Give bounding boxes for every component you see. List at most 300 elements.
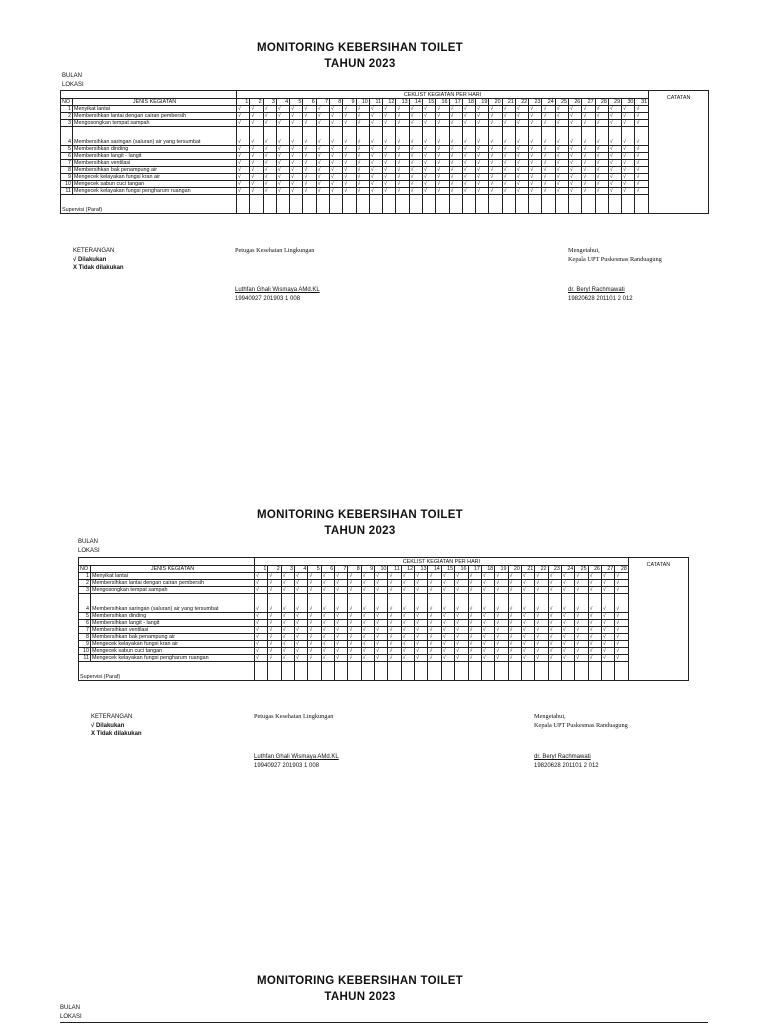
check-cell[interactable]: √	[569, 120, 582, 127]
check-cell[interactable]: √	[495, 587, 508, 594]
check-cell[interactable]: √	[383, 153, 396, 160]
check-cell[interactable]: √	[489, 106, 502, 113]
check-cell[interactable]: √	[401, 655, 414, 662]
check-cell[interactable]: √	[329, 167, 342, 174]
check-cell[interactable]: √	[401, 620, 414, 627]
paraf-cell[interactable]	[468, 662, 481, 681]
check-cell[interactable]: √	[529, 120, 542, 127]
check-cell[interactable]: √	[489, 153, 502, 160]
check-cell[interactable]: √	[608, 113, 621, 120]
check-cell[interactable]: √	[281, 587, 294, 594]
check-cell[interactable]: √	[369, 153, 382, 160]
check-cell[interactable]: √	[383, 167, 396, 174]
check-cell[interactable]: √	[468, 641, 481, 648]
check-cell[interactable]	[535, 594, 548, 607]
check-cell[interactable]: √	[281, 573, 294, 580]
check-cell[interactable]: √	[489, 146, 502, 153]
check-cell[interactable]: √	[268, 641, 281, 648]
check-cell[interactable]: √	[561, 648, 574, 655]
check-cell[interactable]: √	[263, 106, 276, 113]
check-cell[interactable]: √	[575, 587, 588, 594]
check-cell[interactable]: √	[335, 606, 348, 613]
check-cell[interactable]: √	[588, 573, 601, 580]
check-cell[interactable]: √	[481, 634, 494, 641]
check-cell[interactable]: √	[383, 120, 396, 127]
check-cell[interactable]: √	[255, 620, 268, 627]
check-cell[interactable]: √	[290, 181, 303, 188]
check-cell[interactable]: √	[588, 620, 601, 627]
check-cell[interactable]: √	[529, 106, 542, 113]
check-cell[interactable]: √	[316, 120, 329, 127]
check-cell[interactable]: √	[361, 627, 374, 634]
check-cell[interactable]: √	[441, 627, 454, 634]
check-cell[interactable]: √	[436, 174, 449, 181]
check-cell[interactable]: √	[409, 120, 422, 127]
check-cell[interactable]: √	[308, 573, 321, 580]
check-cell[interactable]	[401, 594, 414, 607]
check-cell[interactable]: √	[369, 139, 382, 146]
check-cell[interactable]	[569, 127, 582, 140]
check-cell[interactable]: √	[422, 153, 435, 160]
check-cell[interactable]: √	[383, 146, 396, 153]
check-cell[interactable]: √	[281, 641, 294, 648]
check-cell[interactable]	[375, 594, 388, 607]
check-cell[interactable]: √	[455, 627, 468, 634]
check-cell[interactable]: √	[548, 606, 561, 613]
check-cell[interactable]: √	[595, 167, 608, 174]
check-cell[interactable]: √	[455, 641, 468, 648]
check-cell[interactable]: √	[575, 655, 588, 662]
check-cell[interactable]: √	[588, 634, 601, 641]
paraf-cell[interactable]	[569, 195, 582, 214]
check-cell[interactable]: √	[255, 634, 268, 641]
check-cell[interactable]: √	[268, 573, 281, 580]
check-cell[interactable]: √	[250, 120, 263, 127]
check-cell[interactable]: √	[495, 634, 508, 641]
check-cell[interactable]: √	[455, 573, 468, 580]
check-cell[interactable]: √	[250, 181, 263, 188]
check-cell[interactable]: √	[449, 146, 462, 153]
check-cell[interactable]: √	[303, 181, 316, 188]
check-cell[interactable]: √	[422, 181, 435, 188]
check-cell[interactable]: √	[263, 113, 276, 120]
check-cell[interactable]: √	[548, 634, 561, 641]
check-cell[interactable]: √	[237, 167, 250, 174]
check-cell[interactable]: √	[369, 113, 382, 120]
check-cell[interactable]: √	[508, 613, 521, 620]
paraf-cell[interactable]	[548, 662, 561, 681]
check-cell[interactable]: √	[529, 153, 542, 160]
check-cell[interactable]: √	[615, 620, 629, 627]
check-cell[interactable]: √	[515, 188, 528, 195]
check-cell[interactable]: √	[356, 106, 369, 113]
check-cell[interactable]: √	[595, 174, 608, 181]
check-cell[interactable]: √	[303, 120, 316, 127]
check-cell[interactable]: √	[615, 587, 629, 594]
check-cell[interactable]: √	[462, 174, 475, 181]
check-cell[interactable]	[615, 594, 629, 607]
check-cell[interactable]: √	[428, 613, 441, 620]
check-cell[interactable]: √	[521, 627, 534, 634]
check-cell[interactable]: √	[428, 580, 441, 587]
check-cell[interactable]	[396, 127, 409, 140]
check-cell[interactable]: √	[489, 113, 502, 120]
check-cell[interactable]	[388, 594, 401, 607]
check-cell[interactable]: √	[422, 139, 435, 146]
check-cell[interactable]: √	[489, 160, 502, 167]
check-cell[interactable]: √	[409, 146, 422, 153]
check-cell[interactable]: √	[396, 160, 409, 167]
check-cell[interactable]: √	[316, 160, 329, 167]
check-cell[interactable]	[495, 594, 508, 607]
check-cell[interactable]: √	[369, 188, 382, 195]
check-cell[interactable]	[356, 127, 369, 140]
check-cell[interactable]: √	[415, 606, 428, 613]
check-cell[interactable]: √	[268, 655, 281, 662]
paraf-cell[interactable]	[575, 662, 588, 681]
check-cell[interactable]	[601, 594, 614, 607]
check-cell[interactable]: √	[415, 634, 428, 641]
check-cell[interactable]: √	[601, 641, 614, 648]
check-cell[interactable]: √	[455, 606, 468, 613]
check-cell[interactable]: √	[529, 113, 542, 120]
check-cell[interactable]: √	[329, 174, 342, 181]
check-cell[interactable]: √	[361, 587, 374, 594]
check-cell[interactable]: √	[601, 606, 614, 613]
paraf-cell[interactable]	[462, 195, 475, 214]
check-cell[interactable]: √	[441, 613, 454, 620]
check-cell[interactable]: √	[535, 580, 548, 587]
check-cell[interactable]: √	[468, 587, 481, 594]
check-cell[interactable]: √	[601, 573, 614, 580]
check-cell[interactable]: √	[321, 655, 334, 662]
paraf-cell[interactable]	[401, 662, 414, 681]
check-cell[interactable]: √	[615, 634, 629, 641]
check-cell[interactable]: √	[588, 606, 601, 613]
check-cell[interactable]: √	[481, 573, 494, 580]
check-cell[interactable]: √	[237, 113, 250, 120]
check-cell[interactable]: √	[622, 120, 635, 127]
check-cell[interactable]: √	[502, 167, 515, 174]
check-cell[interactable]: √	[615, 648, 629, 655]
check-cell[interactable]: √	[635, 113, 649, 120]
check-cell[interactable]: √	[316, 113, 329, 120]
check-cell[interactable]: √	[388, 634, 401, 641]
check-cell[interactable]: √	[436, 106, 449, 113]
check-cell[interactable]: √	[582, 167, 595, 174]
check-cell[interactable]: √	[335, 587, 348, 594]
check-cell[interactable]: √	[508, 580, 521, 587]
check-cell[interactable]: √	[595, 160, 608, 167]
check-cell[interactable]: √	[515, 181, 528, 188]
check-cell[interactable]: √	[462, 146, 475, 153]
check-cell[interactable]: √	[237, 106, 250, 113]
check-cell[interactable]: √	[348, 613, 361, 620]
check-cell[interactable]: √	[343, 120, 356, 127]
check-cell[interactable]: √	[396, 139, 409, 146]
check-cell[interactable]: √	[582, 146, 595, 153]
check-cell[interactable]: √	[335, 620, 348, 627]
check-cell[interactable]: √	[495, 627, 508, 634]
check-cell[interactable]: √	[361, 620, 374, 627]
check-cell[interactable]: √	[601, 587, 614, 594]
check-cell[interactable]: √	[401, 648, 414, 655]
check-cell[interactable]: √	[601, 627, 614, 634]
check-cell[interactable]: √	[515, 139, 528, 146]
check-cell[interactable]: √	[303, 113, 316, 120]
check-cell[interactable]: √	[375, 634, 388, 641]
check-cell[interactable]: √	[396, 113, 409, 120]
check-cell[interactable]: √	[263, 167, 276, 174]
check-cell[interactable]	[468, 594, 481, 607]
check-cell[interactable]: √	[295, 620, 308, 627]
paraf-cell[interactable]	[343, 195, 356, 214]
check-cell[interactable]: √	[476, 120, 489, 127]
check-cell[interactable]: √	[388, 587, 401, 594]
check-cell[interactable]: √	[502, 113, 515, 120]
check-cell[interactable]: √	[348, 620, 361, 627]
check-cell[interactable]: √	[295, 655, 308, 662]
check-cell[interactable]: √	[316, 106, 329, 113]
paraf-cell[interactable]	[529, 195, 542, 214]
check-cell[interactable]: √	[495, 655, 508, 662]
check-cell[interactable]: √	[321, 580, 334, 587]
check-cell[interactable]: √	[575, 606, 588, 613]
check-cell[interactable]: √	[508, 627, 521, 634]
check-cell[interactable]: √	[601, 655, 614, 662]
check-cell[interactable]: √	[401, 587, 414, 594]
check-cell[interactable]	[295, 594, 308, 607]
check-cell[interactable]: √	[575, 613, 588, 620]
check-cell[interactable]: √	[308, 613, 321, 620]
check-cell[interactable]: √	[468, 606, 481, 613]
check-cell[interactable]: √	[575, 620, 588, 627]
check-cell[interactable]: √	[361, 648, 374, 655]
check-cell[interactable]	[369, 127, 382, 140]
check-cell[interactable]: √	[582, 174, 595, 181]
check-cell[interactable]: √	[595, 146, 608, 153]
check-cell[interactable]: √	[608, 167, 621, 174]
check-cell[interactable]	[455, 594, 468, 607]
check-cell[interactable]: √	[295, 587, 308, 594]
check-cell[interactable]: √	[462, 113, 475, 120]
check-cell[interactable]: √	[255, 613, 268, 620]
check-cell[interactable]: √	[476, 160, 489, 167]
check-cell[interactable]: √	[255, 580, 268, 587]
check-cell[interactable]: √	[343, 181, 356, 188]
check-cell[interactable]: √	[441, 648, 454, 655]
check-cell[interactable]: √	[369, 106, 382, 113]
check-cell[interactable]: √	[468, 655, 481, 662]
check-cell[interactable]: √	[415, 573, 428, 580]
check-cell[interactable]	[441, 594, 454, 607]
check-cell[interactable]: √	[635, 153, 649, 160]
check-cell[interactable]: √	[575, 573, 588, 580]
check-cell[interactable]: √	[495, 573, 508, 580]
check-cell[interactable]: √	[495, 620, 508, 627]
check-cell[interactable]: √	[542, 167, 555, 174]
check-cell[interactable]: √	[441, 606, 454, 613]
paraf-cell[interactable]	[561, 662, 574, 681]
check-cell[interactable]: √	[335, 634, 348, 641]
check-cell[interactable]: √	[502, 181, 515, 188]
paraf-cell[interactable]	[502, 195, 515, 214]
paraf-cell[interactable]	[495, 662, 508, 681]
check-cell[interactable]: √	[255, 627, 268, 634]
check-cell[interactable]: √	[508, 620, 521, 627]
check-cell[interactable]: √	[449, 181, 462, 188]
check-cell[interactable]: √	[290, 113, 303, 120]
check-cell[interactable]: √	[290, 139, 303, 146]
check-cell[interactable]: √	[615, 606, 629, 613]
check-cell[interactable]: √	[321, 648, 334, 655]
check-cell[interactable]: √	[481, 606, 494, 613]
check-cell[interactable]: √	[489, 188, 502, 195]
check-cell[interactable]: √	[316, 139, 329, 146]
check-cell[interactable]: √	[409, 174, 422, 181]
check-cell[interactable]: √	[561, 573, 574, 580]
check-cell[interactable]: √	[396, 120, 409, 127]
check-cell[interactable]: √	[335, 613, 348, 620]
paraf-cell[interactable]	[409, 195, 422, 214]
check-cell[interactable]: √	[582, 139, 595, 146]
check-cell[interactable]: √	[422, 188, 435, 195]
check-cell[interactable]: √	[361, 655, 374, 662]
check-cell[interactable]: √	[276, 153, 289, 160]
check-cell[interactable]: √	[529, 139, 542, 146]
check-cell[interactable]: √	[401, 580, 414, 587]
check-cell[interactable]: √	[455, 620, 468, 627]
check-cell[interactable]: √	[263, 139, 276, 146]
check-cell[interactable]: √	[548, 620, 561, 627]
check-cell[interactable]: √	[441, 655, 454, 662]
check-cell[interactable]	[635, 127, 649, 140]
check-cell[interactable]: √	[276, 167, 289, 174]
check-cell[interactable]: √	[409, 113, 422, 120]
check-cell[interactable]: √	[375, 573, 388, 580]
check-cell[interactable]: √	[388, 641, 401, 648]
check-cell[interactable]: √	[255, 641, 268, 648]
check-cell[interactable]: √	[255, 648, 268, 655]
check-cell[interactable]: √	[569, 106, 582, 113]
check-cell[interactable]: √	[569, 146, 582, 153]
check-cell[interactable]: √	[515, 106, 528, 113]
check-cell[interactable]: √	[415, 587, 428, 594]
check-cell[interactable]: √	[375, 613, 388, 620]
check-cell[interactable]: √	[595, 181, 608, 188]
check-cell[interactable]: √	[415, 641, 428, 648]
check-cell[interactable]: √	[555, 160, 568, 167]
check-cell[interactable]: √	[383, 174, 396, 181]
check-cell[interactable]: √	[569, 174, 582, 181]
check-cell[interactable]: √	[276, 160, 289, 167]
check-cell[interactable]: √	[356, 160, 369, 167]
check-cell[interactable]: √	[569, 188, 582, 195]
check-cell[interactable]: √	[276, 174, 289, 181]
check-cell[interactable]: √	[462, 153, 475, 160]
check-cell[interactable]: √	[388, 620, 401, 627]
check-cell[interactable]: √	[508, 587, 521, 594]
check-cell[interactable]: √	[308, 606, 321, 613]
check-cell[interactable]: √	[361, 606, 374, 613]
check-cell[interactable]: √	[409, 106, 422, 113]
check-cell[interactable]: √	[582, 106, 595, 113]
paraf-cell[interactable]	[428, 662, 441, 681]
check-cell[interactable]: √	[462, 188, 475, 195]
check-cell[interactable]: √	[290, 188, 303, 195]
paraf-cell[interactable]	[361, 662, 374, 681]
check-cell[interactable]: √	[601, 634, 614, 641]
check-cell[interactable]: √	[383, 181, 396, 188]
check-cell[interactable]: √	[601, 648, 614, 655]
check-cell[interactable]: √	[455, 613, 468, 620]
check-cell[interactable]: √	[276, 139, 289, 146]
check-cell[interactable]: √	[542, 120, 555, 127]
check-cell[interactable]: √	[561, 641, 574, 648]
paraf-cell[interactable]	[601, 662, 614, 681]
check-cell[interactable]	[361, 594, 374, 607]
check-cell[interactable]: √	[263, 181, 276, 188]
check-cell[interactable]: √	[436, 120, 449, 127]
check-cell[interactable]: √	[356, 146, 369, 153]
paraf-cell[interactable]	[237, 195, 250, 214]
check-cell[interactable]: √	[383, 160, 396, 167]
check-cell[interactable]: √	[343, 188, 356, 195]
check-cell[interactable]: √	[263, 160, 276, 167]
check-cell[interactable]	[608, 127, 621, 140]
paraf-cell[interactable]	[415, 662, 428, 681]
check-cell[interactable]: √	[622, 188, 635, 195]
check-cell[interactable]: √	[343, 106, 356, 113]
check-cell[interactable]: √	[548, 573, 561, 580]
check-cell[interactable]: √	[290, 106, 303, 113]
check-cell[interactable]: √	[316, 174, 329, 181]
check-cell[interactable]: √	[548, 641, 561, 648]
check-cell[interactable]: √	[396, 174, 409, 181]
check-cell[interactable]: √	[375, 655, 388, 662]
check-cell[interactable]: √	[601, 620, 614, 627]
check-cell[interactable]: √	[348, 634, 361, 641]
check-cell[interactable]: √	[383, 139, 396, 146]
check-cell[interactable]: √	[290, 153, 303, 160]
check-cell[interactable]: √	[401, 573, 414, 580]
check-cell[interactable]: √	[422, 113, 435, 120]
paraf-cell[interactable]	[441, 662, 454, 681]
paraf-cell[interactable]	[369, 195, 382, 214]
check-cell[interactable]: √	[495, 648, 508, 655]
check-cell[interactable]: √	[290, 146, 303, 153]
check-cell[interactable]: √	[495, 641, 508, 648]
check-cell[interactable]	[290, 127, 303, 140]
check-cell[interactable]	[476, 127, 489, 140]
check-cell[interactable]: √	[356, 153, 369, 160]
check-cell[interactable]: √	[502, 188, 515, 195]
check-cell[interactable]: √	[369, 181, 382, 188]
check-cell[interactable]: √	[495, 606, 508, 613]
check-cell[interactable]: √	[476, 188, 489, 195]
check-cell[interactable]: √	[635, 146, 649, 153]
check-cell[interactable]: √	[303, 160, 316, 167]
check-cell[interactable]: √	[481, 655, 494, 662]
check-cell[interactable]: √	[502, 153, 515, 160]
check-cell[interactable]	[428, 594, 441, 607]
check-cell[interactable]: √	[409, 167, 422, 174]
check-cell[interactable]: √	[481, 627, 494, 634]
check-cell[interactable]: √	[348, 655, 361, 662]
paraf-cell[interactable]	[476, 195, 489, 214]
check-cell[interactable]: √	[436, 188, 449, 195]
check-cell[interactable]	[276, 127, 289, 140]
